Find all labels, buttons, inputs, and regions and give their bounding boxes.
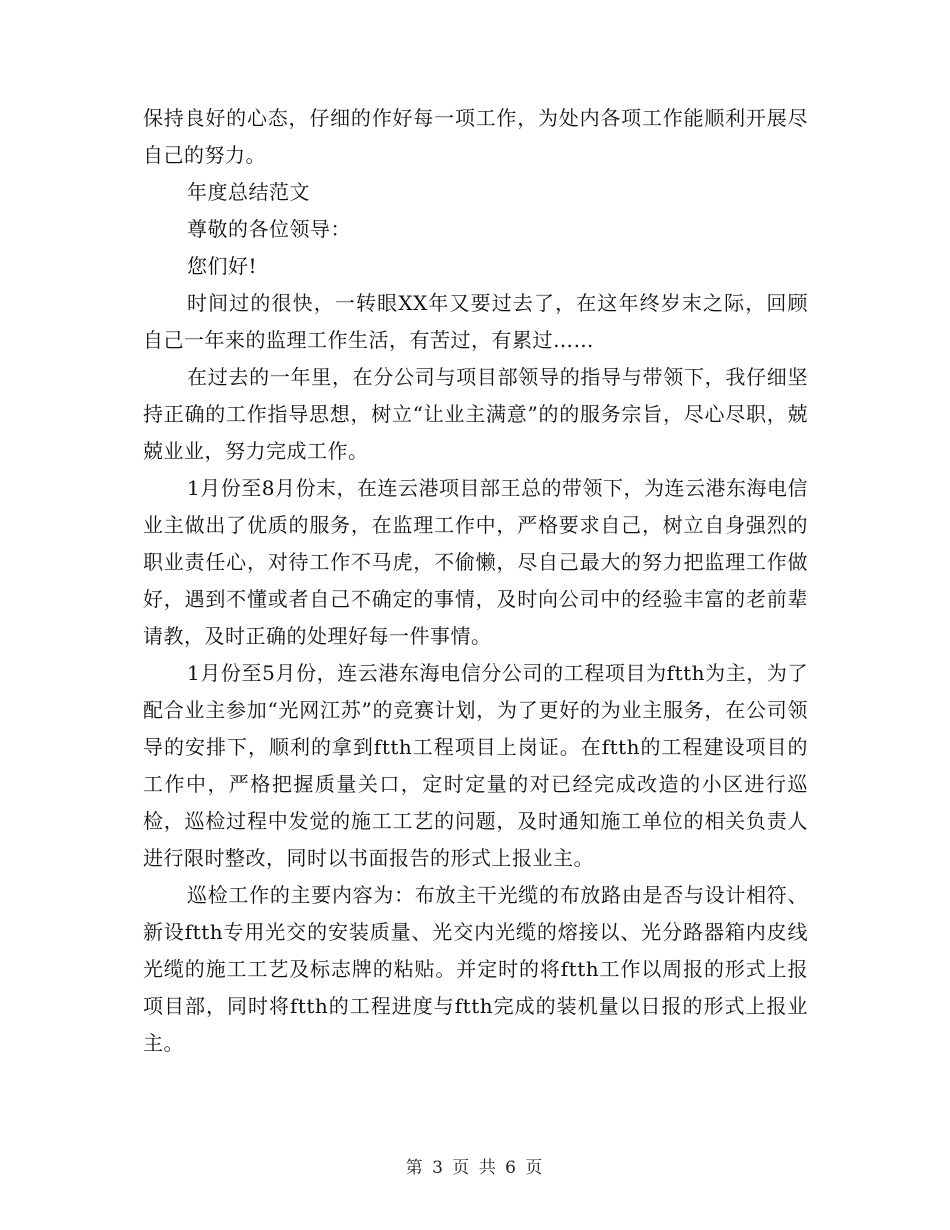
document-body xyxy=(143,100,808,1062)
paragraph-salutation: 尊敬的各位领导： xyxy=(187,217,351,241)
paragraph-continuation: 保持良好的心态，仔细的作好每一项工作，为处内各项工作能顺利开展尽自己的努力。 xyxy=(143,106,808,167)
page-footer: 第 3 页 共 6 页 xyxy=(405,1158,545,1178)
paragraph-jan-may: 1月份至5月份，连云港东海电信分公司的工程项目为ftth为主，为了配合业主参加“光网江苏”的竞赛计划，为了更好的为业主服务，在公司领导的安排下，顺利的拿到ftth工程项目上岗证。在ftth的工程建设项目的工作中，严格把握质量关口，定时定量的对已经完成改造的小区进行巡检，巡检过程中发觉的施工工艺的问题，及时通知施工单位的相关负责人进行限时整改，同时以书面报告的形式上报业主。 xyxy=(143,661,808,870)
paragraph-heading: 年度总结范文 xyxy=(187,180,310,204)
paragraph-intro: 时间过的很快，一转眼XX年又要过去了，在这年终岁末之际，回顾自己一年来的监理工作生活，有苦过，有累过…… xyxy=(143,291,808,352)
paragraph-jan-aug: 1月份至8月份末，在连云港项目部王总的带领下，为连云港东海电信业主做出了优质的服务，在监理工作中，严格要求自己，树立自身强烈的职业责任心，对待工作不马虎，不偷懒，尽自己最大的努力把监理工作做好，遇到不懂或者自己不确定的事情，及时向公司中的经验丰富的老前辈请教，及时正确的处理好每一件事情。 xyxy=(143,476,808,648)
paragraph-inspection: 巡检工作的主要内容为：布放主干光缆的布放路由是否与设计相符、新设ftth专用光交的安装质量、光交内光缆的熔接以、光分路器箱内皮线光缆的施工工艺及标志牌的粘贴。并定时的将ftth工作以周报的形式上报项目部，同时将ftth的工程进度与ftth完成的装机量以日报的形式上报业主。 xyxy=(143,883,808,1055)
paragraph-past-year: 在过去的一年里，在分公司与项目部领导的指导与带领下，我仔细坚持正确的工作指导思想，树立“让业主满意”的的服务宗旨，尽心尽职，兢兢业业，努力完成工作。 xyxy=(143,365,808,463)
paragraph-greeting: 您们好! xyxy=(187,254,258,278)
